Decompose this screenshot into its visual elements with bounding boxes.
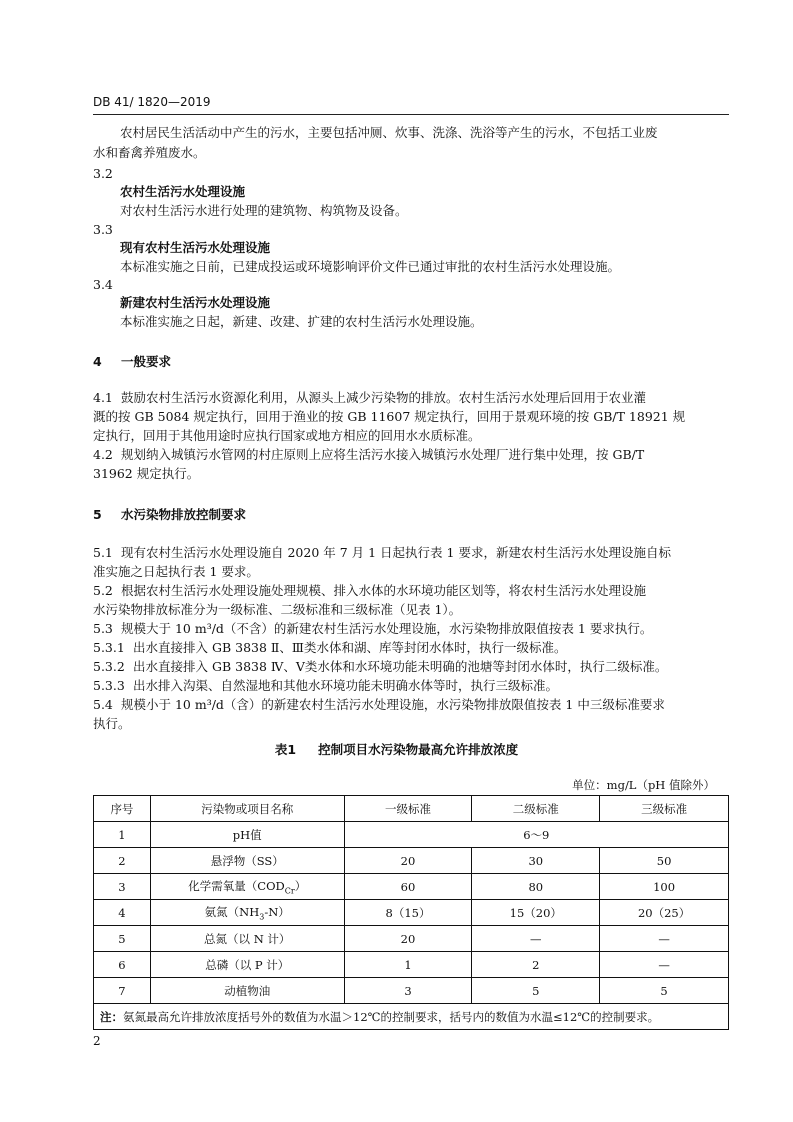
clause-4-2-line-1 <box>93 446 644 464</box>
clause-5-3-3-number: 5.3.3 <box>93 678 125 693</box>
clause-5-3-2-text: 出水直接排入 GB 3838 Ⅳ、Ⅴ类水体和水环境功能未明确的池塘等封闭水体时，执行二级标准。 <box>133 659 668 674</box>
row-no: 3 <box>94 874 151 900</box>
clause-3-2-definition: 对农村生活污水进行处理的建筑物、构筑物及设备。 <box>120 203 408 218</box>
row-item-subscript: Cr <box>284 886 295 896</box>
table-row <box>94 874 729 900</box>
clause-4-1-number: 4.1 <box>93 390 113 405</box>
row-level-1: 8（15） <box>344 900 472 926</box>
row-no: 1 <box>94 822 151 848</box>
header-level-1: 一级标准 <box>344 796 472 822</box>
clause-5-3-2-number: 5.3.2 <box>93 659 125 674</box>
section-4-number: 4 <box>93 354 102 369</box>
clause-4-2-number: 4.2 <box>93 447 113 462</box>
table-note <box>94 1004 729 1030</box>
section-4-heading <box>93 353 171 371</box>
clause-4-2-text: 规划纳入城镇污水管网的村庄原则上应将生活污水接入城镇污水处理厂进行集中处理，按 GB/T <box>121 447 645 462</box>
header-level-3: 三级标准 <box>600 796 729 822</box>
row-no: 4 <box>94 900 151 926</box>
clause-5-4-number: 5.4 <box>93 697 113 712</box>
row-level-3: — <box>600 926 729 952</box>
row-item-text: 化学需氧量（COD <box>188 878 285 893</box>
table-row <box>94 848 729 874</box>
row-no: 7 <box>94 978 151 1004</box>
clause-3-4-term: 新建农村生活污水处理设施 <box>120 295 271 310</box>
clause-5-1-line-1 <box>93 544 671 562</box>
table-note-row <box>94 1004 729 1030</box>
row-item-text: 氨氮（NH <box>204 904 260 919</box>
definition-3-1-line-2: 水和畜禽养殖废水。 <box>93 145 206 160</box>
row-level-3: 50 <box>600 848 729 874</box>
clause-3-3-number: 3.3 <box>93 222 113 237</box>
row-level-3: 100 <box>600 874 729 900</box>
row-level-2: 2 <box>472 952 600 978</box>
row-level-2: 5 <box>472 978 600 1004</box>
clause-5-1-line-2: 准实施之日起执行表 1 要求。 <box>93 564 259 579</box>
emission-limits-table <box>93 795 729 1030</box>
row-level-2: 30 <box>472 848 600 874</box>
header-level-2: 二级标准 <box>472 796 600 822</box>
clause-3-4-definition: 本标准实施之日起，新建、改建、扩建的农村生活污水处理设施。 <box>120 314 483 329</box>
row-item: 总氮（以 N 计） <box>150 926 344 952</box>
clause-5-4-text: 规模小于 10 m³/d（含）的新建农村生活污水处理设施，水污染物排放限值按表 1 中三级标准要求 <box>121 697 665 712</box>
row-level-2: 15（20） <box>472 900 600 926</box>
clause-4-1-line-2: 溉的按 GB 5084 规定执行，回用于渔业的按 GB 11607 规定执行，回用于景观环境的按 GB/T 18921 规 <box>93 409 686 424</box>
note-text: 氨氮最高允许排放浓度括号外的数值为水温＞12℃的控制要求，括号内的数值为水温≤12℃的控制要求。 <box>123 1009 660 1024</box>
table-caption-number: 表1 <box>274 742 297 757</box>
row-no: 5 <box>94 926 151 952</box>
row-item: pH值 <box>150 822 344 848</box>
clause-5-4-line-2: 执行。 <box>93 716 131 731</box>
clause-3-3-definition: 本标准实施之日前，已建成投运或环境影响评价文件已通过审批的农村生活污水处理设施。 <box>120 259 621 274</box>
row-level-1: 60 <box>344 874 472 900</box>
definition-3-1-line-1: 农村居民生活活动中产生的污水，主要包括冲厕、炊事、洗涤、洗浴等产生的污水，不包括工业废 <box>120 125 658 140</box>
section-4-title: 一般要求 <box>121 354 172 369</box>
clause-3-3-term: 现有农村生活污水处理设施 <box>120 240 271 255</box>
clause-5-3-1-line <box>93 639 566 657</box>
clause-5-3-1-number: 5.3.1 <box>93 640 125 655</box>
row-level-1: 1 <box>344 952 472 978</box>
table-header-row <box>94 796 729 822</box>
row-level-3: 20（25） <box>600 900 729 926</box>
row-item <box>150 874 344 900</box>
clause-5-3-3-line <box>93 677 558 695</box>
clause-4-1-text: 鼓励农村生活污水资源化利用，从源头上减少污染物的排放。农村生活污水处理后回用于农业灌 <box>121 390 647 405</box>
clause-5-3-2-line <box>93 658 667 676</box>
row-level-1: 20 <box>344 926 472 952</box>
row-level-3: 5 <box>600 978 729 1004</box>
clause-5-2-line-2: 水污染物排放标准分为一级标准、二级标准和三级标准（见表 1）。 <box>93 602 462 617</box>
row-item <box>150 900 344 926</box>
row-no: 2 <box>94 848 151 874</box>
row-level-2: 80 <box>472 874 600 900</box>
table-caption <box>0 740 793 758</box>
row-item-tail: -N） <box>264 904 290 919</box>
clause-3-2-term: 农村生活污水处理设施 <box>120 184 246 199</box>
table-row <box>94 926 729 952</box>
page-number: 2 <box>93 1034 101 1048</box>
table-unit: 单位：mg/L（pH 值除外） <box>572 778 715 792</box>
clause-5-3-text: 规模大于 10 m³/d（不含）的新建农村生活污水处理设施，水污染物排放限值按表 1 要求执行。 <box>121 621 653 636</box>
table-row <box>94 978 729 1004</box>
header-item: 污染物或项目名称 <box>150 796 344 822</box>
clause-4-1-line-3: 定执行，回用于其他用途时应执行国家或地方相应的回用水水质标准。 <box>93 428 481 443</box>
row-item: 动植物油 <box>150 978 344 1004</box>
section-5-heading <box>93 506 246 524</box>
row-item: 悬浮物（SS） <box>150 848 344 874</box>
clause-5-3-line <box>93 620 652 638</box>
section-5-title: 水污染物排放控制要求 <box>121 507 247 522</box>
row-no: 6 <box>94 952 151 978</box>
table-row <box>94 900 729 926</box>
ph-value: 6～9 <box>344 822 728 848</box>
clause-5-4-line-1 <box>93 696 665 714</box>
row-level-2: — <box>472 926 600 952</box>
table-row <box>94 822 729 848</box>
clause-5-2-number: 5.2 <box>93 583 113 598</box>
header-rule <box>93 114 729 115</box>
header-no: 序号 <box>94 796 151 822</box>
note-label: 注： <box>100 1009 123 1024</box>
clause-5-2-text: 根据农村生活污水处理设施处理规模、排入水体的水环境功能区划等，将农村生活污水处理设施 <box>121 583 647 598</box>
clause-5-1-text: 现有农村生活污水处理设施自 2020 年 7 月 1 日起执行表 1 要求，新建农村生活污水处理设施自标 <box>121 545 671 560</box>
table-caption-title: 控制项目水污染物最高允许排放浓度 <box>318 742 519 757</box>
table-row <box>94 952 729 978</box>
row-item-tail: ） <box>294 878 307 893</box>
clause-5-2-line-1 <box>93 582 646 600</box>
row-item: 总磷（以 P 计） <box>150 952 344 978</box>
row-item-subscript: 3 <box>259 912 265 922</box>
clause-4-2-line-2: 31962 规定执行。 <box>93 466 200 481</box>
clause-5-3-3-text: 出水排入沟渠、自然湿地和其他水环境功能未明确水体等时，执行三级标准。 <box>133 678 559 693</box>
row-level-1: 20 <box>344 848 472 874</box>
clause-4-1-line-1 <box>93 389 646 407</box>
document-number: DB 41/ 1820—2019 <box>93 95 211 109</box>
clause-3-4-number: 3.4 <box>93 277 113 292</box>
clause-5-3-1-text: 出水直接排入 GB 3838 Ⅱ、Ⅲ类水体和湖、库等封闭水体时，执行一级标准。 <box>133 640 567 655</box>
clause-5-3-number: 5.3 <box>93 621 113 636</box>
row-level-3: — <box>600 952 729 978</box>
clause-5-1-number: 5.1 <box>93 545 113 560</box>
clause-3-2-number: 3.2 <box>93 166 113 181</box>
row-level-1: 3 <box>344 978 472 1004</box>
section-5-number: 5 <box>93 507 102 522</box>
